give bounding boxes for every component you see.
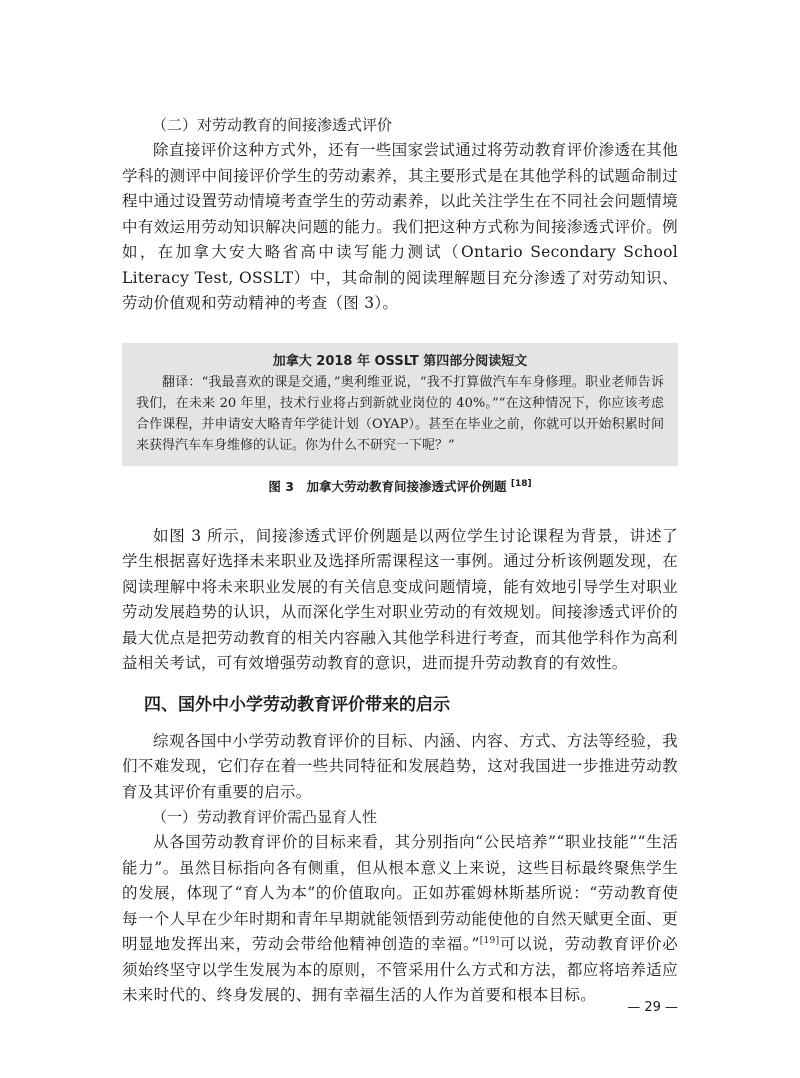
section-heading-implications: 四、国外中小学劳动教育评价带来的启示 xyxy=(144,694,450,715)
figure-caption xyxy=(122,478,678,496)
paragraph-educational-value-part1: 从各国劳动教育评价的目标来看，其分别指向“公民培养”“职业技能”“生活能力”。虽然目标指向各有侧重，但从根本意义上来说，这些目标最终聚焦学生的发展，体现了“育人为本”的价值取向。正如苏霍姆林斯基所说：“劳动教育使每一个人早在少年时期和青年早期就能领悟到劳动能使他的自然天赋更全面、更明显地发挥出来，劳动会带给他精神创造的幸福。” xyxy=(122,833,678,953)
figure-box-body: 翻译：“我最喜欢的课是交通，”奥利维亚说，“我不打算做汽车车身修理。职业老师告诉我们，在未来 20 年里，技术行业将占到新就业岗位的 40%。”“在这种情况下，你应该考虑合作课程，并申请安大略青年学徒计划（OYAP）。甚至在毕业之前，你就可以开始积累时间来获得汽车车身维修的认证。你为什么不研究一下呢？” xyxy=(136,374,664,453)
section-heading-indirect-evaluation: （二）对劳动教育的间接渗透式评价 xyxy=(152,116,393,134)
figure-box-title: 加拿大 2018 年 OSSLT 第四部分阅读短文 xyxy=(272,353,528,369)
figure-caption-text: 图 3 加拿大劳动教育间接渗透式评价例题 xyxy=(268,478,507,494)
figure-box xyxy=(122,343,678,466)
paragraph-figure-analysis: 如图 3 所示，间接渗透式评价例题是以两位学生讨论课程为背景，讲述了学生根据喜好选择未来职业及选择所需课程这一事例。通过分析该例题发现，在阅读理解中将未来职业发展的有关信息变成问题情境，能有效地引导学生对职业劳动发展趋势的认识，从而深化学生对职业劳动的有效规划。间接渗透式评价的最大优点是把劳动教育的相关内容融入其他学科进行考查，而其他学科作为高利益相关考试，可有效增强劳动教育的意识，进而提升劳动教育的有效性。 xyxy=(122,526,678,672)
figure-caption-ref: [18] xyxy=(510,478,532,489)
page-number: — 29 — xyxy=(627,1000,678,1015)
paragraph-educational-value-part2: 可以说，劳动教育评价必须始终坚守以学生发展为本的原则，不管采用什么方式和方法，都应将培养适应未来时代的、终身发展的、拥有幸福生活的人作为首要和根本目标。 xyxy=(122,935,678,1004)
paragraph-indirect-evaluation: 除直接评价这种方式外，还有一些国家尝试通过将劳动教育评价渗透在其他学科的测评中间接评价学生的劳动素养，其主要形式是在其他学科的试题命制过程中通过设置劳动情境考查学生的劳动素养，以此关注学生在不同社会问题情境中有效运用劳动知识解决问题的能力。我们把这种方式称为间接渗透式评价。例如，在加拿大安大略省高中读写能力测试（Ontario Secondary School Literacy Test, OSSLT）中，其命制的阅读理解题目充分渗透了对劳动知识、劳动价值观和劳动精神的考查（图 3）。 xyxy=(122,141,678,312)
section-heading-educational-value: （一）劳动教育评价需凸显育人性 xyxy=(152,808,378,826)
paragraph-implications-intro: 综观各国中小学劳动教育评价的目标、内涵、内容、方式、方法等经验，我们不难发现，它们存在着一些共同特征和发展趋势，这对我国进一步推进劳动教育及其评价有重要的启示。 xyxy=(122,731,678,801)
page-content xyxy=(122,112,678,1009)
citation-ref: [19] xyxy=(479,935,500,946)
paragraph-educational-value xyxy=(122,830,678,1009)
